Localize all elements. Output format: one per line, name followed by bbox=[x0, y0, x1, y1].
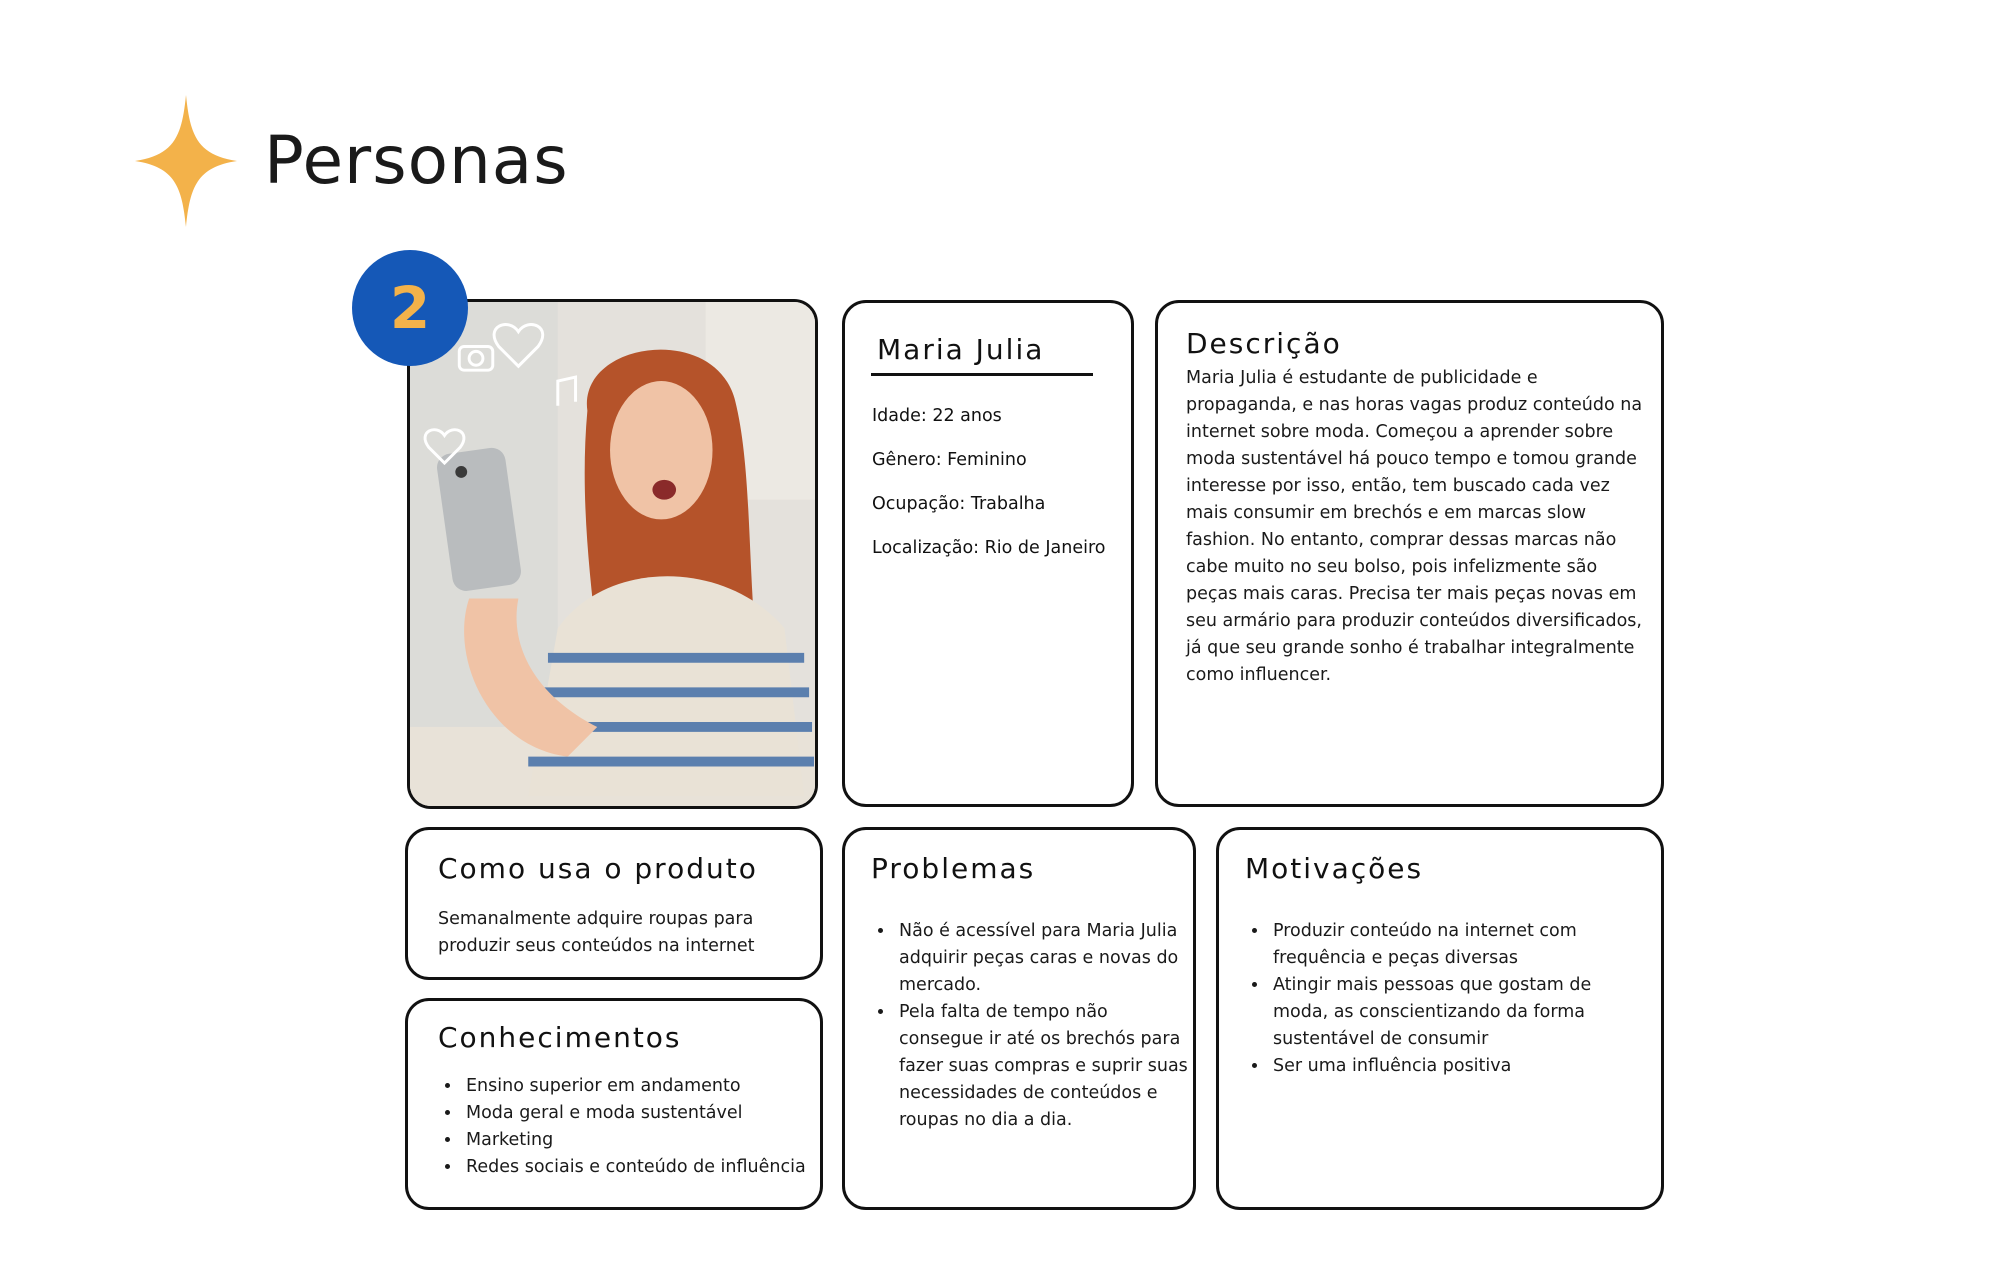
persona-fields bbox=[872, 405, 1106, 581]
motivations-card bbox=[1216, 827, 1664, 1210]
motivations-list bbox=[1245, 918, 1599, 1080]
problems-card bbox=[842, 827, 1196, 1210]
name-underline bbox=[871, 373, 1093, 376]
sparkle-icon bbox=[135, 95, 237, 227]
problems-title: Problemas bbox=[871, 852, 1036, 885]
persona-photo-illustration bbox=[410, 302, 815, 806]
list-item: • Atingir mais pessoas que gostam de moda, as conscientizando da forma sustentável de consumir bbox=[1269, 972, 1599, 1053]
field-idade: Idade: 22 anos bbox=[872, 406, 1002, 426]
description-title: Descrição bbox=[1186, 327, 1342, 360]
motivations-title: Motivações bbox=[1245, 852, 1424, 885]
list-item: • Moda geral e moda sustentável bbox=[462, 1100, 842, 1127]
persona-photo bbox=[407, 299, 818, 809]
field-localizacao: Localização: Rio de Janeiro bbox=[872, 538, 1106, 558]
list-item: • Pela falta de tempo não consegue ir até os brechós para fazer suas compras e suprir suas necessidades de conteúdos e roupas no dia a dia. bbox=[895, 999, 1195, 1134]
product-usage-card bbox=[405, 827, 823, 980]
persona-number-badge: 2 bbox=[352, 250, 468, 366]
knowledge-title: Conhecimentos bbox=[438, 1021, 682, 1054]
description-card bbox=[1155, 300, 1664, 807]
product-usage-title: Como usa o produto bbox=[438, 852, 758, 885]
list-item: • Marketing bbox=[462, 1127, 842, 1154]
persona-name: Maria Julia bbox=[877, 333, 1045, 366]
description-text: Maria Julia é estudante de publicidade e propaganda, e nas horas vagas produz conteúdo na internet sobre moda. Começou a aprender sobre moda sustentável há pouco tempo e tomou grande interesse por isso, então, tem buscado cada vez mais consumir em brechós e em marcas slow fashion. No entanto, comprar dessas marcas não cabe muito no seu bolso, pois infelizmente são peças mais caras. Precisa ter mais peças novas em seu armário para produzir conteúdos diversificados, já que seu grande sonho é trabalhar integralmente como influencer. bbox=[1186, 368, 1643, 685]
list-item: • Não é acessível para Maria Julia adquirir peças caras e novas do mercado. bbox=[895, 918, 1195, 999]
list-item: • Redes sociais e conteúdo de influência bbox=[462, 1154, 842, 1181]
list-item: • Ser uma influência positiva bbox=[1269, 1053, 1599, 1080]
list-item: • Produzir conteúdo na internet com frequência e peças diversas bbox=[1269, 918, 1599, 972]
knowledge-list bbox=[438, 1073, 842, 1181]
field-ocupacao: Ocupação: Trabalha bbox=[872, 494, 1046, 514]
problems-list bbox=[871, 918, 1195, 1134]
persona-info-card bbox=[842, 300, 1134, 807]
page-title: Personas bbox=[264, 122, 569, 199]
product-usage-text: Semanalmente adquire roupas para produzir seus conteúdos na internet bbox=[438, 909, 755, 956]
list-item: • Ensino superior em andamento bbox=[462, 1073, 842, 1100]
field-genero: Gênero: Feminino bbox=[872, 450, 1027, 470]
knowledge-card bbox=[405, 998, 823, 1210]
